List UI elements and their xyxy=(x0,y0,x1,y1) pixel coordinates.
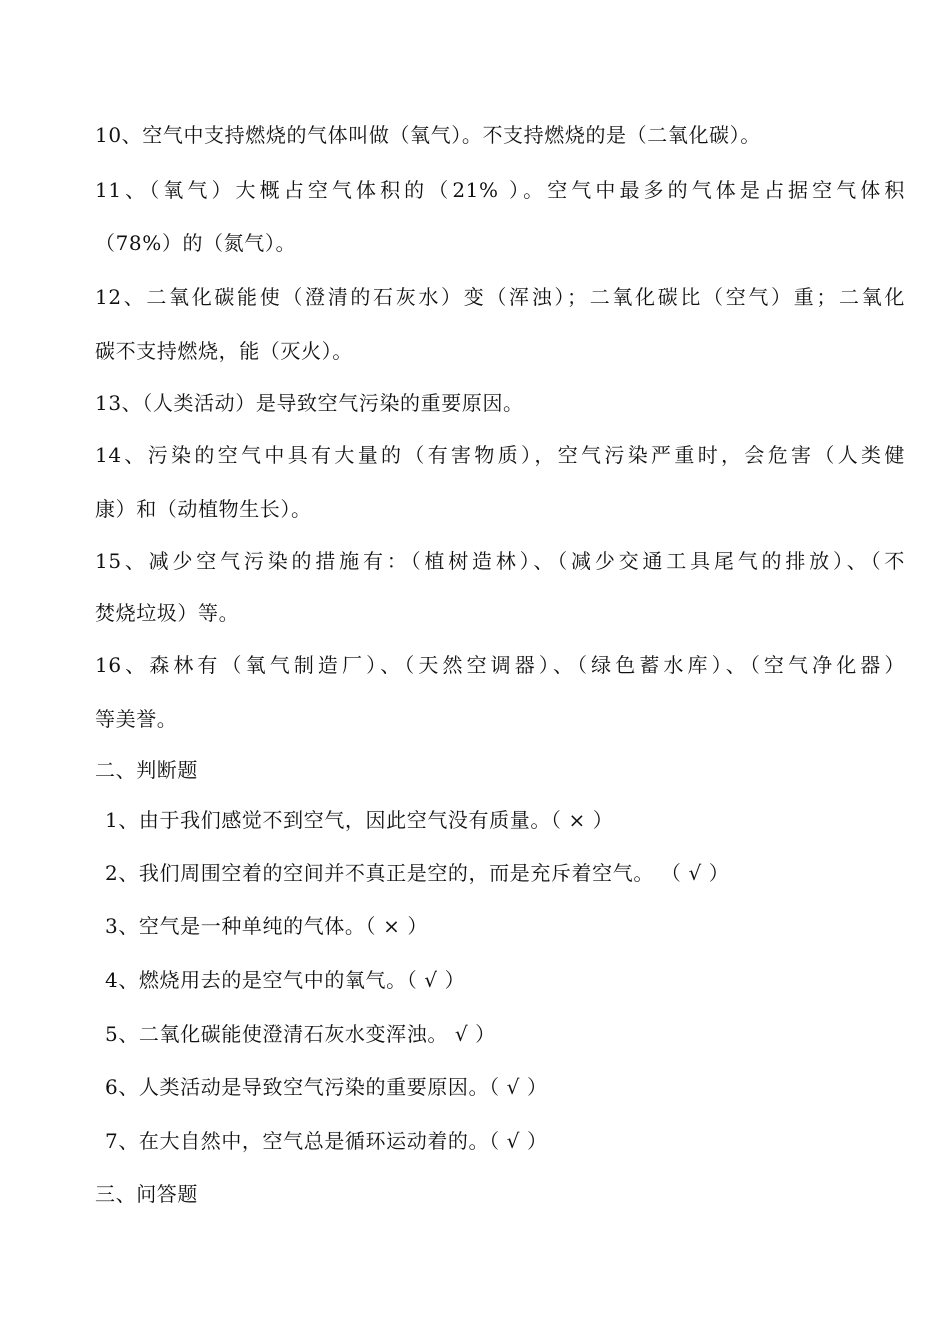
judge-item-1: 1、由于我们感觉不到空气，因此空气没有质量。（ × ） xyxy=(105,808,614,832)
judge-item-3: 3、空气是一种单纯的气体。（ × ） xyxy=(105,914,428,938)
section-heading-qa: 三、问答题 xyxy=(95,1182,198,1206)
question-16-line-2: 等美誉。 xyxy=(95,707,178,731)
question-15-line-2: 焚烧垃圾）等。 xyxy=(95,601,240,625)
question-12-line-2: 碳不支持燃烧，能（灭火）。 xyxy=(95,339,353,363)
question-10-line-1: 10、空气中支持燃烧的气体叫做（氧气）。不支持燃烧的是（二氧化碳）。 xyxy=(95,123,761,147)
question-13-line-1: 13、（人类活动）是导致空气污染的重要原因。 xyxy=(95,391,524,415)
judge-item-2: 2、我们周围空着的空间并不真正是空的，而是充斥着空气。 （ √ ） xyxy=(105,861,730,885)
judge-item-7: 7、在大自然中，空气总是循环运动着的。（ √ ） xyxy=(105,1129,548,1153)
question-15-line-1: 15、减少空气污染的措施有：（植树造林）、（减少交通工具尾气的排放）、（不 xyxy=(95,549,905,573)
question-12-line-1: 12、二氧化碳能使（澄清的石灰水）变（浑浊）；二氧化碳比（空气）重；二氧化 xyxy=(95,285,905,309)
question-14-line-2: 康）和（动植物生长）。 xyxy=(95,497,312,521)
judge-item-6: 6、人类活动是导致空气污染的重要原因。（ √ ） xyxy=(105,1075,548,1099)
question-14-line-1: 14、污染的空气中具有大量的（有害物质），空气污染严重时，会危害（人类健 xyxy=(95,443,905,467)
judge-item-4: 4、燃烧用去的是空气中的氧气。（ √ ） xyxy=(105,968,466,992)
section-heading-judge: 二、判断题 xyxy=(95,758,198,782)
question-16-line-1: 16、森林有（氧气制造厂）、（天然空调器）、（绿色蓄水库）、（空气净化器） xyxy=(95,653,905,677)
question-11-line-1: 11、（氧气）大概占空气体积的（21% ）。空气中最多的气体是占据空气体积 xyxy=(95,178,905,202)
judge-item-5: 5、二氧化碳能使澄清石灰水变浑浊。 √ ） xyxy=(105,1022,496,1046)
question-11-line-2: （78%）的（氮气）。 xyxy=(95,231,297,255)
